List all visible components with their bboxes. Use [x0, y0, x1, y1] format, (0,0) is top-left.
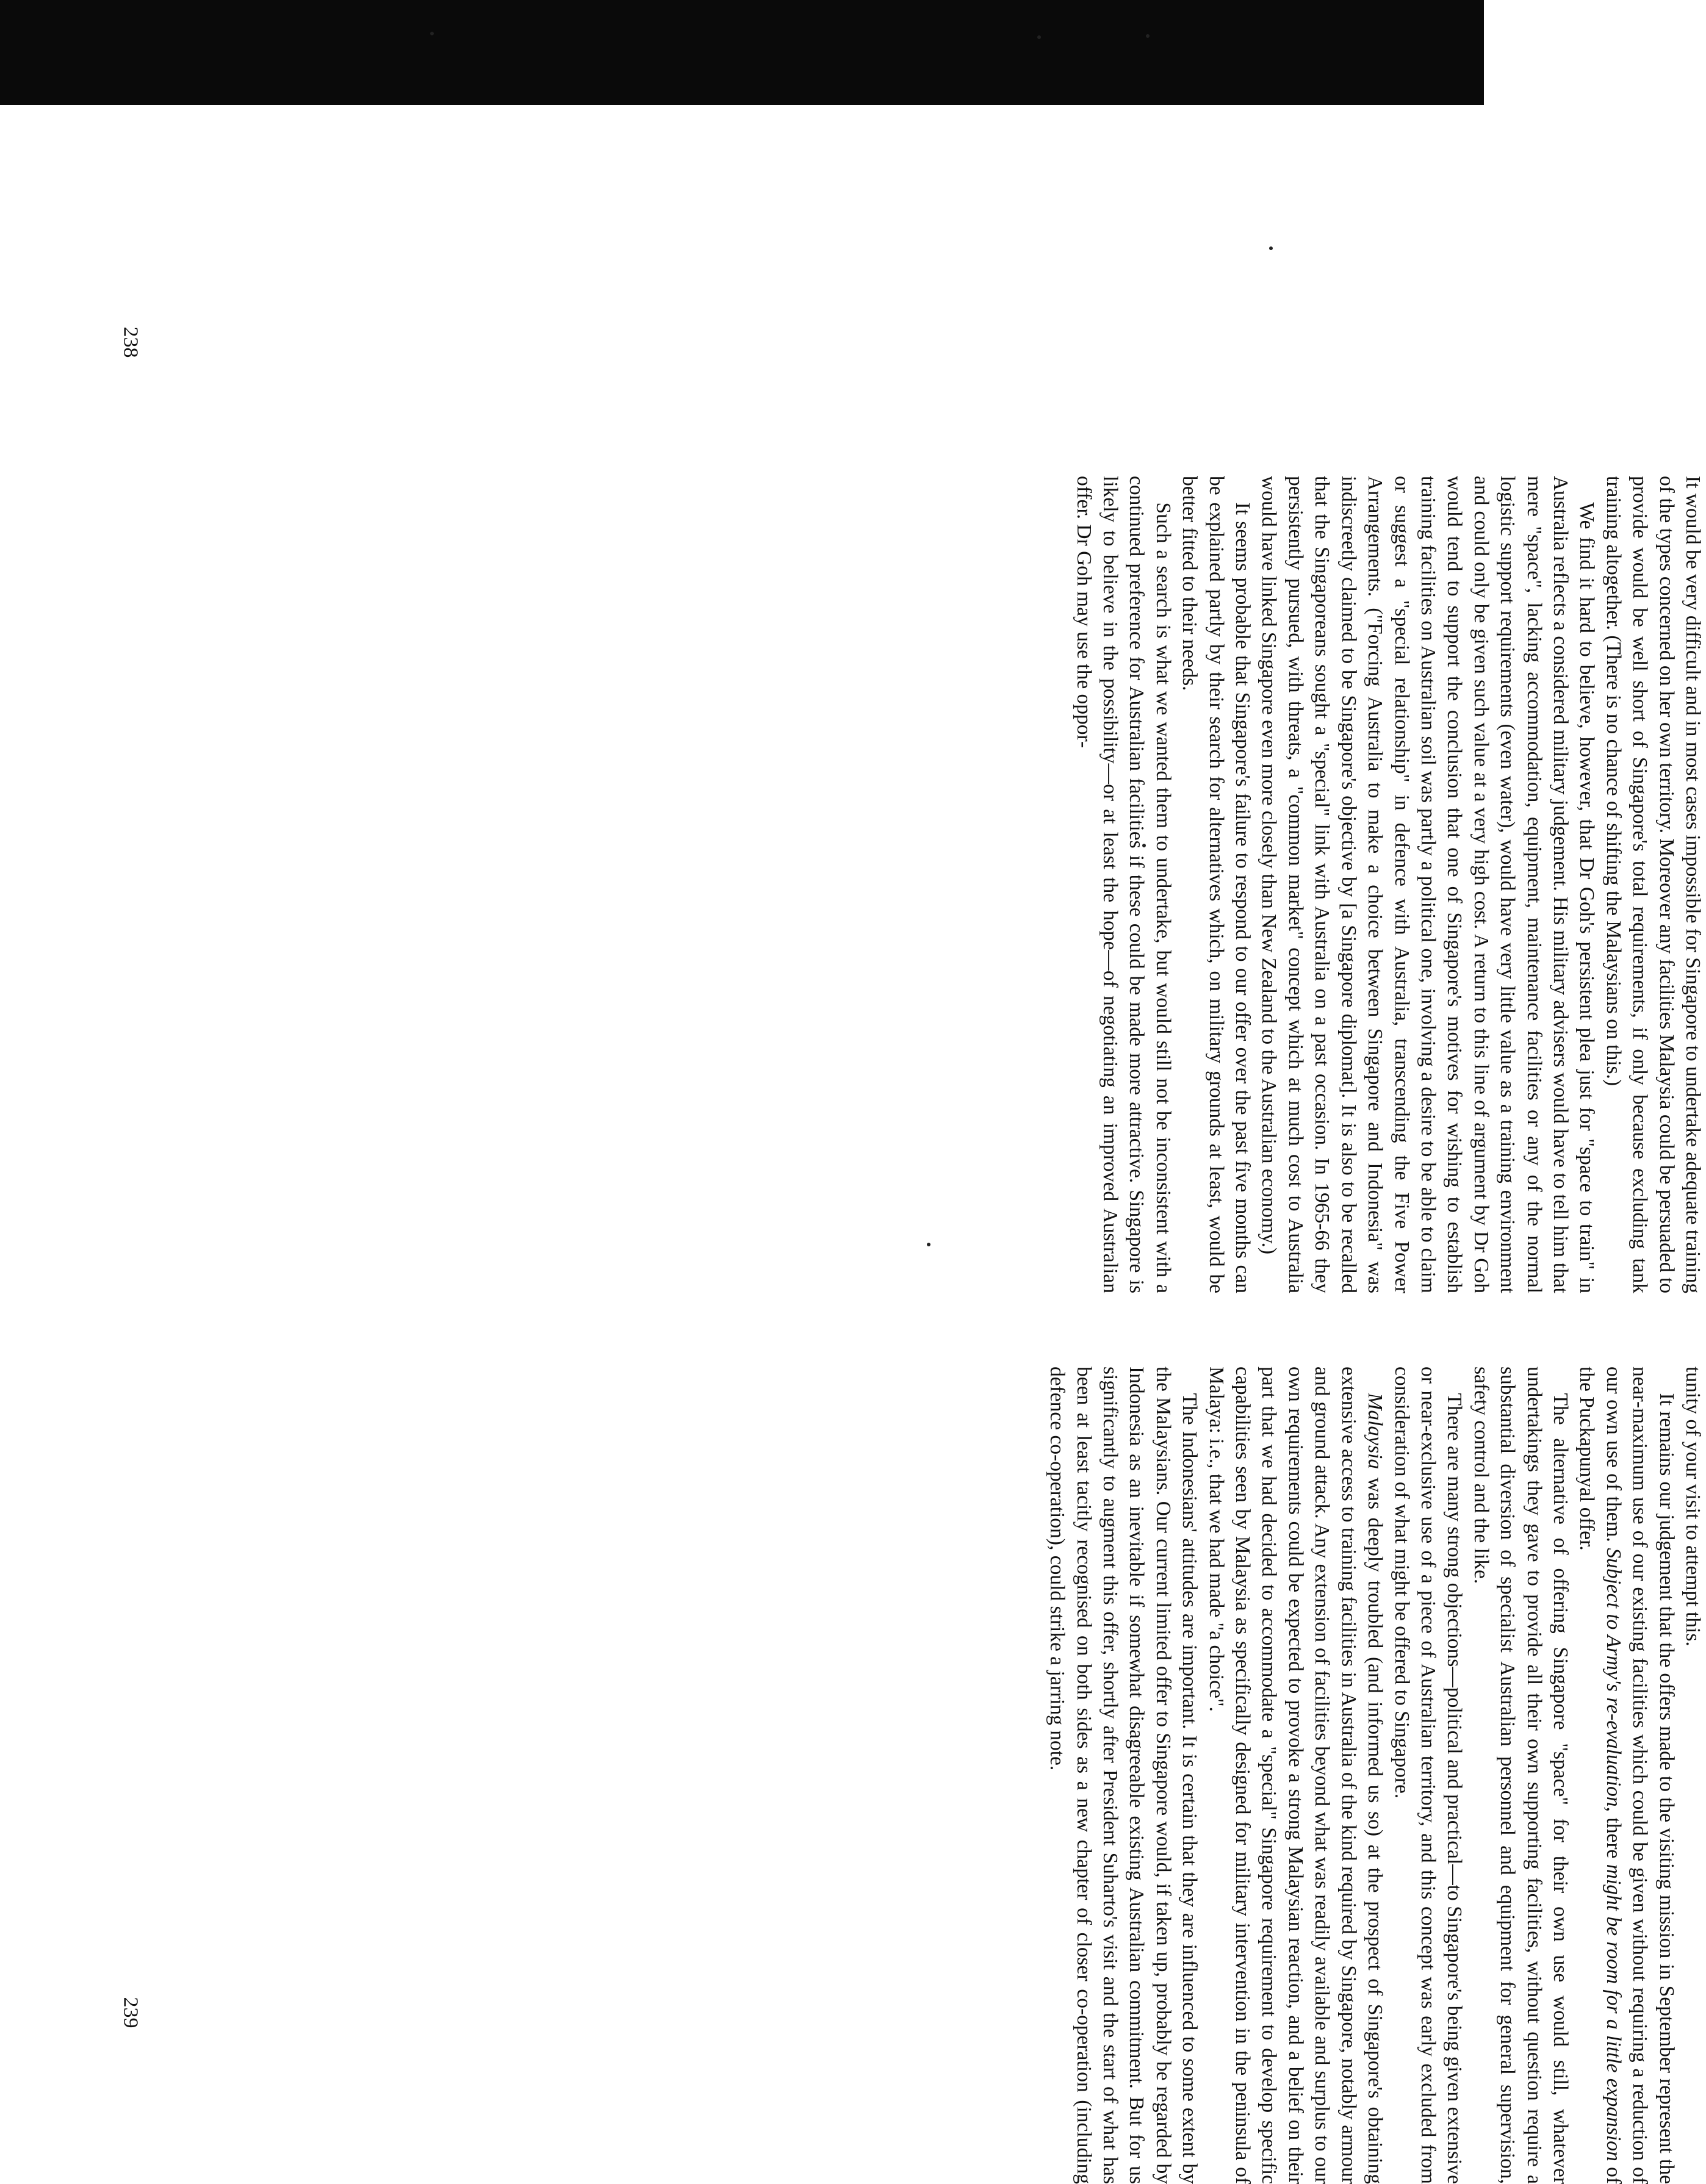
- scan-speck: [430, 32, 434, 35]
- paragraph: Malaysia was deeply troubled (and informed us so) at the prospect of Singapore's obtaining extensive access to training facilities in Australia of the kind required by Singapore, notably armour and ground attack. Any extension of facilities beyond what was readily available and surplus to our own requirements could be expected to provoke a strong Malaysian reaction, and a belief on their part that we had decided to accommodate a "special" Singapore requirement to develop specific capabilities seen by Malaysia as specifically designed for military intervention in the peninsula of Malaya: i.e., that we had made "a choice".: [1204, 1367, 1387, 2184]
- paragraph: It would be very difficult and in most cases impossible for Singapore to undertake adequate training of the types concerned on her own territory. Moreover any facilities Malaysia could be persuaded to provide would be well short of Singapore's total requirements, if only because excluding tank training altogether. (There is no chance of shifting the Malaysians on this.): [1602, 476, 1704, 1293]
- page-number-right: 239: [119, 1997, 142, 2028]
- paragraph: We find it hard to believe, however, that Dr Goh's persistent plea just for "space to train" in Australia reflects a considered military judgement. His military advisers would have to tell him that mere "space", lacking accommodation, equipment, maintenance facilities or any of the normal logistic support requirements (even water), would have very little value as a training environment and could only be given such value at a very high cost. A return to this line of argument by Dr Goh would tend to support the conclusion that one of Singapore's motives for wishing to establish training facilities on Australian soil was partly a political one, involving a desire to be able to claim or suggest a "special relationship" in defence with Australia, transcending the Five Power Arrangements. ("Forcing Australia to make a choice between Singapore and Indonesia" was indiscreetly claimed to be Singapore's objective by [a Singapore diplomat]. It is also to be recalled that the Singaporeans sought a "special" link with Australia on a past occasion. In 1965-66 they persistently pursued, with threats, a "common market" concept which at much cost to Australia would have linked Singapore even more closely than New Zealand to the Australian economy.): [1258, 476, 1599, 1293]
- scan-speck: [1146, 34, 1150, 38]
- page-number-left: 238: [119, 326, 142, 358]
- scan-speck: [1037, 35, 1041, 39]
- left-page-text: [559, 476, 1706, 1293]
- scan-header-bar: [0, 0, 1484, 105]
- scan-speck: [1269, 246, 1273, 250]
- paragraph: Such a search is what we wanted them to undertake, but would still not be inconsistent with a continued preference for Australian facilities if these could be made more attractive. Singapore is likely to believe in the possibility—or at least the hope—of negotiating an improved Australian offer. Dr Goh may use the oppor-: [1072, 476, 1175, 1293]
- paragraph: The Indonesians' attitudes are important. It is certain that they are influenced to some extent by the Malaysians. Our current limited offer to Singapore would, if taken up, probably be regarded by Indonesia as an inevitable if somewhat disagreeable existing Australian commitment. But for us significantly to augment this offer, shortly after President Suharto's visit and the start of what has been at least tacitly recognised on both sides as a new chapter of closer co-operation (including defence co-operation), could strike a jarring note.: [1046, 1367, 1201, 2184]
- paragraph: tunity of your visit to attempt this.: [1682, 1367, 1704, 1647]
- paragraph: It seems probable that Singapore's failure to respond to our offer over the past five months can be explained partly by their search for alternatives which, on military grounds at least, would be better fitted to their needs.: [1178, 476, 1254, 1293]
- paragraph: There are many strong objections—political and practical—to Singapore's being given extensive or near-exclusive use of a piece of Australian territory, and this concept was early excluded from consideration of what might be offered to Singapore.: [1390, 1367, 1466, 2184]
- right-page-text: [559, 1367, 1706, 2184]
- paragraph: The alternative of offering Singapore "space" for their own use would still, whatever undertakings they gave to provide all their own supporting facilities, without question require a substantial diversion of specialist Australian personnel and equipment for general supervision, safety control and the like.: [1469, 1367, 1572, 2184]
- paragraph: It remains our judgement that the offers made to the visiting mission in September represent the near-maximum use of our existing facilities which could be given without requiring a reduction of our own use of them. Subject to Army's re-evaluation, there might be room for a little expansion of the Puckapunyal offer.: [1575, 1367, 1678, 2184]
